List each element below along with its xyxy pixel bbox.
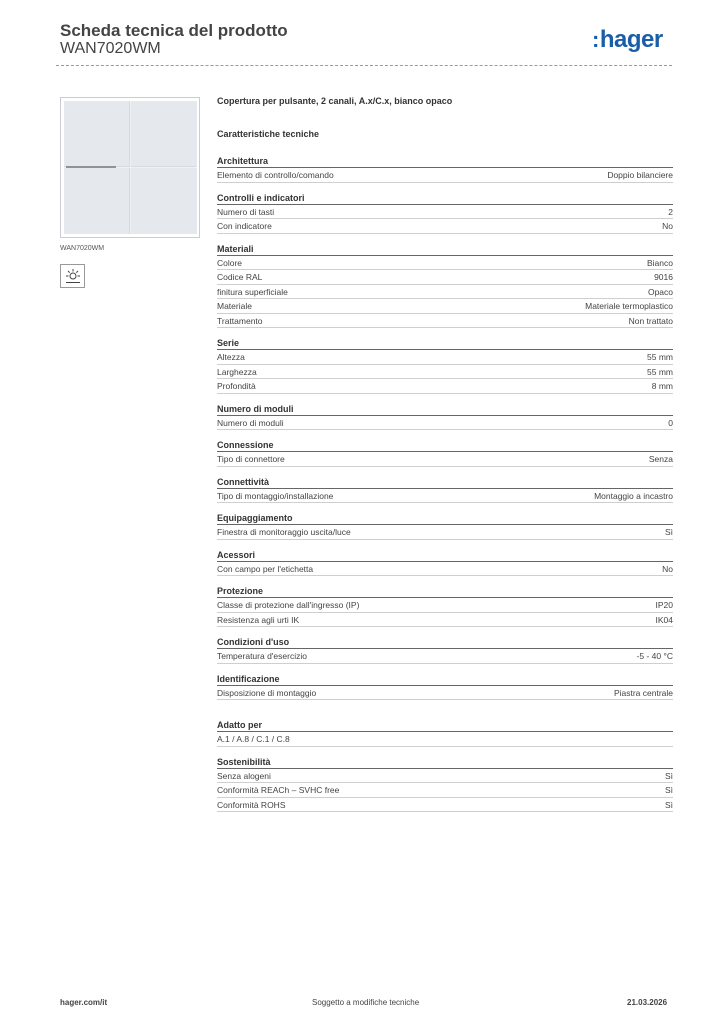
hager-logo: :hager <box>592 26 663 53</box>
spec-row <box>217 452 673 467</box>
spec-row <box>217 256 673 271</box>
spec-row <box>217 314 673 329</box>
spec-value: 55 mm <box>647 366 673 377</box>
section-title: Numero di moduli <box>217 403 673 416</box>
spec-row <box>217 769 673 784</box>
section-title: Sostenibilità <box>217 756 673 769</box>
spec-label: Materiale <box>217 301 252 311</box>
spec-label: Numero di tasti <box>217 206 275 217</box>
indicator-strip <box>66 166 116 168</box>
spec-label: Classe di protezione dall'ingresso (IP) <box>217 600 360 610</box>
spec-value: Sì <box>664 785 673 795</box>
logo-text: hager <box>599 26 663 53</box>
spec-value: No <box>662 563 673 574</box>
spec-section <box>217 585 673 627</box>
spec-row <box>217 613 673 628</box>
spec-value: Sì <box>664 799 673 810</box>
spec-row <box>217 686 673 701</box>
spec-value: 2 <box>668 206 673 217</box>
product-code: WAN7020WM <box>60 40 161 57</box>
spec-section <box>217 337 673 394</box>
spec-label: finitura superficiale <box>217 286 288 297</box>
spec-value: Materiale termoplastico <box>585 301 673 311</box>
rocker-key <box>131 101 197 167</box>
section-title: Equipaggiamento <box>217 512 673 525</box>
spec-section <box>217 636 673 664</box>
spec-section <box>217 403 673 431</box>
spec-label: Tipo di montaggio/installazione <box>217 490 334 501</box>
spec-section <box>217 192 673 234</box>
spec-value: -5 - 40 °C <box>636 651 673 661</box>
spec-value: Sì <box>664 527 673 537</box>
suitable-for-section <box>217 719 673 747</box>
spec-label: Larghezza <box>217 366 257 377</box>
spec-label: Senza alogeni <box>217 770 271 781</box>
product-description: Copertura per pulsante, 2 canali, A.x/C.x, bianco opaco <box>217 96 453 106</box>
spec-section <box>217 549 673 577</box>
spec-value: IK04 <box>655 614 673 625</box>
spec-value: Non trattato <box>628 315 673 326</box>
spec-label: Altezza <box>217 352 245 362</box>
spec-label: Conformità ROHS <box>217 799 286 810</box>
spec-label: Profondità <box>217 381 256 391</box>
spec-label: Colore <box>217 257 243 268</box>
section-title: Architettura <box>217 155 673 168</box>
spec-value: Doppio bilanciere <box>607 170 673 180</box>
section-title: Protezione <box>217 585 673 598</box>
section-title: Acessori <box>217 549 673 562</box>
section-title: Condizioni d'uso <box>217 636 673 649</box>
spec-row <box>217 285 673 300</box>
spec-value: 0 <box>668 417 673 428</box>
spec-value: Montaggio a incastro <box>594 490 673 501</box>
spec-row <box>217 783 673 798</box>
spec-value: A.1 / A.8 / C.1 / C.8 <box>217 734 290 744</box>
page-title: Scheda tecnica del prodotto <box>60 21 288 40</box>
spec-row <box>217 798 673 813</box>
spec-value: No <box>662 221 673 231</box>
section-title: Connessione <box>217 439 673 452</box>
spec-value: 8 mm <box>651 381 673 391</box>
spec-row <box>217 205 673 220</box>
section-title: Controlli e indicatori <box>217 192 673 205</box>
spec-row <box>217 562 673 577</box>
section-title: Adatto per <box>217 719 673 732</box>
spec-label: Temperatura d'esercizio <box>217 651 307 661</box>
spec-value: Bianco <box>647 257 673 268</box>
spec-row <box>217 350 673 365</box>
spec-value: IP20 <box>655 600 673 610</box>
section-title: Serie <box>217 337 673 350</box>
footer-date: 21.03.2026 <box>627 998 668 1007</box>
technical-characteristics-title: Caratteristiche tecniche <box>217 129 320 139</box>
spec-row <box>217 732 673 747</box>
header-divider <box>56 65 672 66</box>
sustainability-section <box>217 756 673 813</box>
spec-row <box>217 379 673 394</box>
image-caption: WAN7020WM <box>60 245 105 252</box>
spec-value: Sì <box>664 770 673 781</box>
product-image <box>60 97 200 238</box>
footer-note: Soggetto a modifiche tecniche <box>312 998 420 1007</box>
rocker-key <box>64 101 130 167</box>
spec-row <box>217 365 673 380</box>
spec-label: Tipo di connettore <box>217 454 285 464</box>
spec-row <box>217 219 673 234</box>
section-title: Materiali <box>217 243 673 256</box>
spec-section <box>217 243 673 329</box>
spec-section <box>217 673 673 701</box>
spec-row <box>217 270 673 285</box>
spec-label: Conformità REACh – SVHC free <box>217 785 340 795</box>
spec-value: 55 mm <box>647 352 673 362</box>
spec-label: Numero di moduli <box>217 417 284 428</box>
spec-row <box>217 598 673 613</box>
spec-row <box>217 299 673 314</box>
spec-row <box>217 525 673 540</box>
spec-label: Resistenza agli urti IK <box>217 614 300 625</box>
spec-sections <box>217 155 673 700</box>
spec-label: Elemento di controllo/comando <box>217 170 334 180</box>
spec-label: Trattamento <box>217 315 263 326</box>
spec-label: Con campo per l'etichetta <box>217 563 314 574</box>
spec-section <box>217 476 673 504</box>
spec-section <box>217 439 673 467</box>
spec-label: Con indicatore <box>217 221 272 231</box>
section-title: Connettività <box>217 476 673 489</box>
spec-label: Finestra di monitoraggio uscita/luce <box>217 527 351 537</box>
spec-row <box>217 489 673 504</box>
spec-value: Senza <box>648 454 673 464</box>
spec-value: Piastra centrale <box>613 687 673 698</box>
footer-website: hager.com/it <box>60 998 108 1007</box>
spec-value: Opaco <box>647 286 673 297</box>
spec-content <box>217 93 673 821</box>
switch-plate <box>64 101 196 234</box>
spec-row <box>217 649 673 664</box>
spec-label: Codice RAL <box>217 272 263 282</box>
spec-section <box>217 155 673 183</box>
spec-value: 9016 <box>654 272 673 282</box>
spec-section <box>217 512 673 540</box>
spec-row <box>217 416 673 431</box>
rocker-key <box>131 168 197 234</box>
spec-row <box>217 168 673 183</box>
light-bulb-icon <box>60 264 85 288</box>
spec-label: Disposizione di montaggio <box>217 687 317 698</box>
section-title: Identificazione <box>217 673 673 686</box>
rocker-key <box>64 168 130 234</box>
